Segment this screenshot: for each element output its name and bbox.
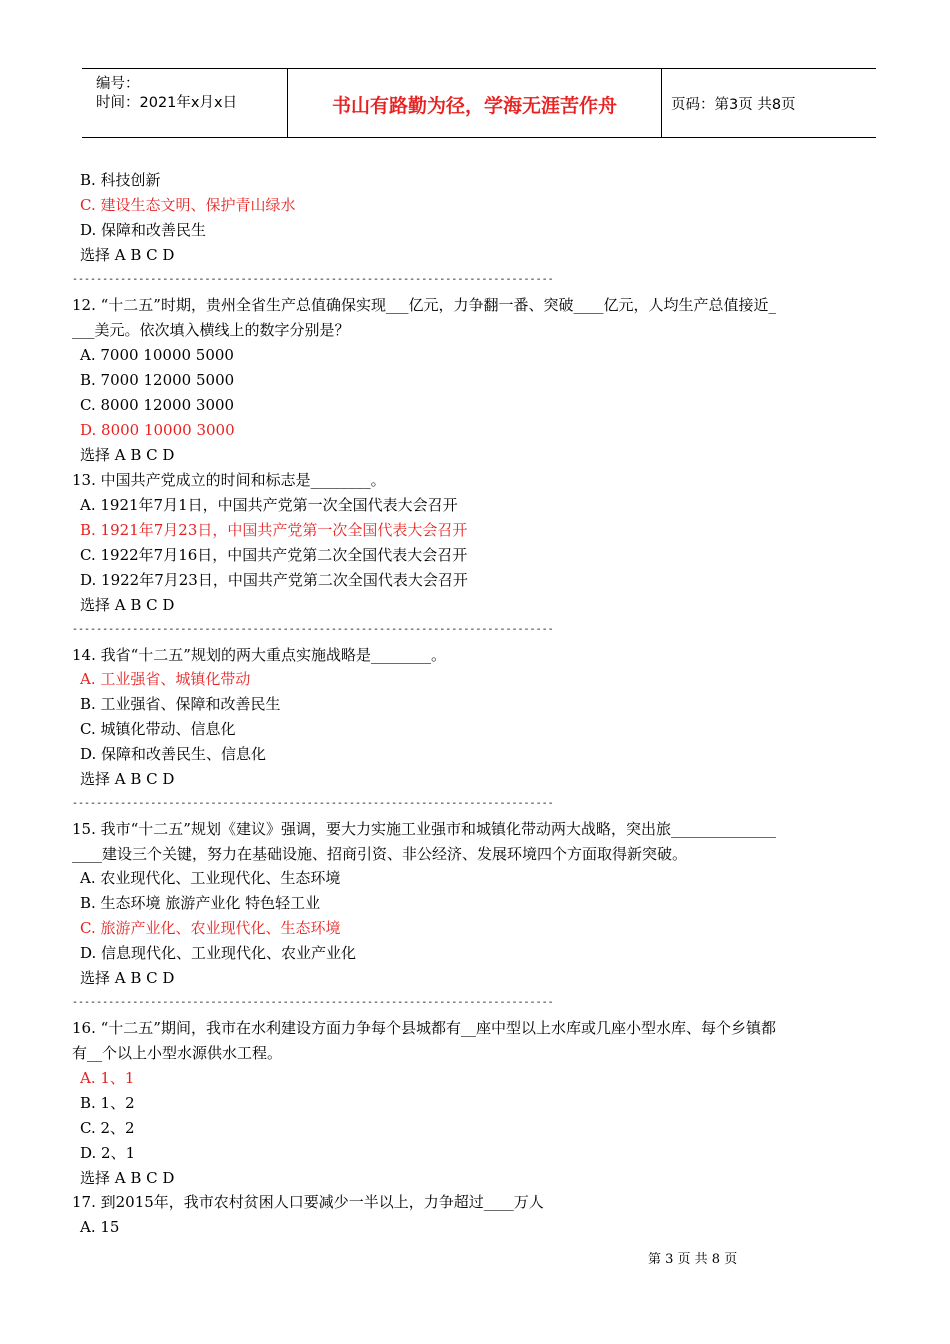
option-b: B. 7000 12000 5000 xyxy=(80,371,235,389)
answer-option-c: C. 建设生态文明、保护青山绿水 xyxy=(80,196,296,214)
option-c: C. 2、2 xyxy=(80,1119,135,1137)
question-15: 15. 我市“十二五”规划《建议》强调，要大力实施工业强市和城镇化带动两大战略，突出旅______________ xyxy=(72,820,776,838)
question-17: 17. 到2015年，我市农村贫困人口要减少一半以上，力争超过____万人 xyxy=(72,1193,544,1211)
option-d: D. 保障和改善民生 xyxy=(80,221,207,239)
answer-option-d: D. 8000 10000 3000 xyxy=(80,421,235,439)
separator: -------------------------------------------------------------------------------- xyxy=(72,274,554,285)
option-a: A. 农业现代化、工业现代化、生态环境 xyxy=(80,869,341,887)
option-a: A. 7000 10000 5000 xyxy=(80,346,234,364)
question-12-cont: ___美元。依次填入横线上的数字分别是？ xyxy=(72,321,350,339)
question-12: 12. “十二五”时期，贵州全省生产总值确保实现___亿元，力争翻一番、突破____亿元，人均生产总值接近_ xyxy=(72,296,776,314)
option-d: D. 信息现代化、工业现代化、农业产业化 xyxy=(80,944,357,962)
choice-row: 选择 A B C D xyxy=(80,969,175,987)
choice-row: 选择 A B C D xyxy=(80,446,175,464)
header-info-cell xyxy=(82,69,287,137)
question-15-cont: ____建设三个关键，努力在基础设施、招商引资、非公经济、发展环境四个方面取得新突破。 xyxy=(72,845,688,863)
question-13: 13. 中国共产党成立的时间和标志是________。 xyxy=(72,471,386,489)
question-16: 16. “十二五”期间，我市在水利建设方面力争每个县城都有__座中型以上水库或几座小型水库、每个乡镇都 xyxy=(72,1019,776,1037)
option-d: D. 保障和改善民生、信息化 xyxy=(80,745,267,763)
page-footer: 第 3 页 共 8 页 xyxy=(648,1252,738,1267)
option-a: A. 1921年7月1日，中国共产党第一次全国代表大会召开 xyxy=(80,496,458,514)
option-b: B. 生态环境 旅游产业化 特色轻工业 xyxy=(80,894,321,912)
option-d: D. 1922年7月23日，中国共产党第二次全国代表大会召开 xyxy=(80,571,468,589)
option-b: B. 科技创新 xyxy=(80,171,161,189)
page-code: 页码：第3页 共8页 xyxy=(671,97,796,113)
choice-row: 选择 A B C D xyxy=(80,246,175,264)
page-header xyxy=(82,68,876,138)
header-motto-cell xyxy=(287,69,662,137)
answer-option-c: C. 旅游产业化、农业现代化、生态环境 xyxy=(80,919,341,937)
motto: 书山有路勤为径，学海无涯苦作舟 xyxy=(331,95,617,117)
option-d: D. 2、1 xyxy=(80,1144,136,1162)
option-b: B. 工业强省、保障和改善民生 xyxy=(80,695,281,713)
question-16-cont: 有__个以上小型水源供水工程。 xyxy=(72,1044,283,1062)
choice-row: 选择 A B C D xyxy=(80,596,175,614)
header-page-cell xyxy=(661,69,876,137)
answer-option-b: B. 1921年7月23日，中国共产党第一次全国代表大会召开 xyxy=(80,521,468,539)
choice-row: 选择 A B C D xyxy=(80,1169,175,1187)
separator: -------------------------------------------------------------------------------- xyxy=(72,798,554,809)
separator: -------------------------------------------------------------------------------- xyxy=(72,997,554,1008)
time-label: 时间：2021年x月x日 xyxy=(96,95,238,111)
separator: -------------------------------------------------------------------------------- xyxy=(72,624,554,635)
option-c: C. 8000 12000 3000 xyxy=(80,396,235,414)
option-c: C. 1922年7月16日，中国共产党第二次全国代表大会召开 xyxy=(80,546,468,564)
option-b: B. 1、2 xyxy=(80,1094,135,1112)
choice-row: 选择 A B C D xyxy=(80,770,175,788)
number-label: 编号： xyxy=(96,76,140,92)
question-14: 14. 我省“十二五”规划的两大重点实施战略是________。 xyxy=(72,646,446,664)
answer-option-a: A. 工业强省、城镇化带动 xyxy=(80,670,251,688)
option-c: C. 城镇化带动、信息化 xyxy=(80,720,236,738)
answer-option-a: A. 1、1 xyxy=(80,1069,135,1087)
option-a: A. 15 xyxy=(80,1218,120,1236)
